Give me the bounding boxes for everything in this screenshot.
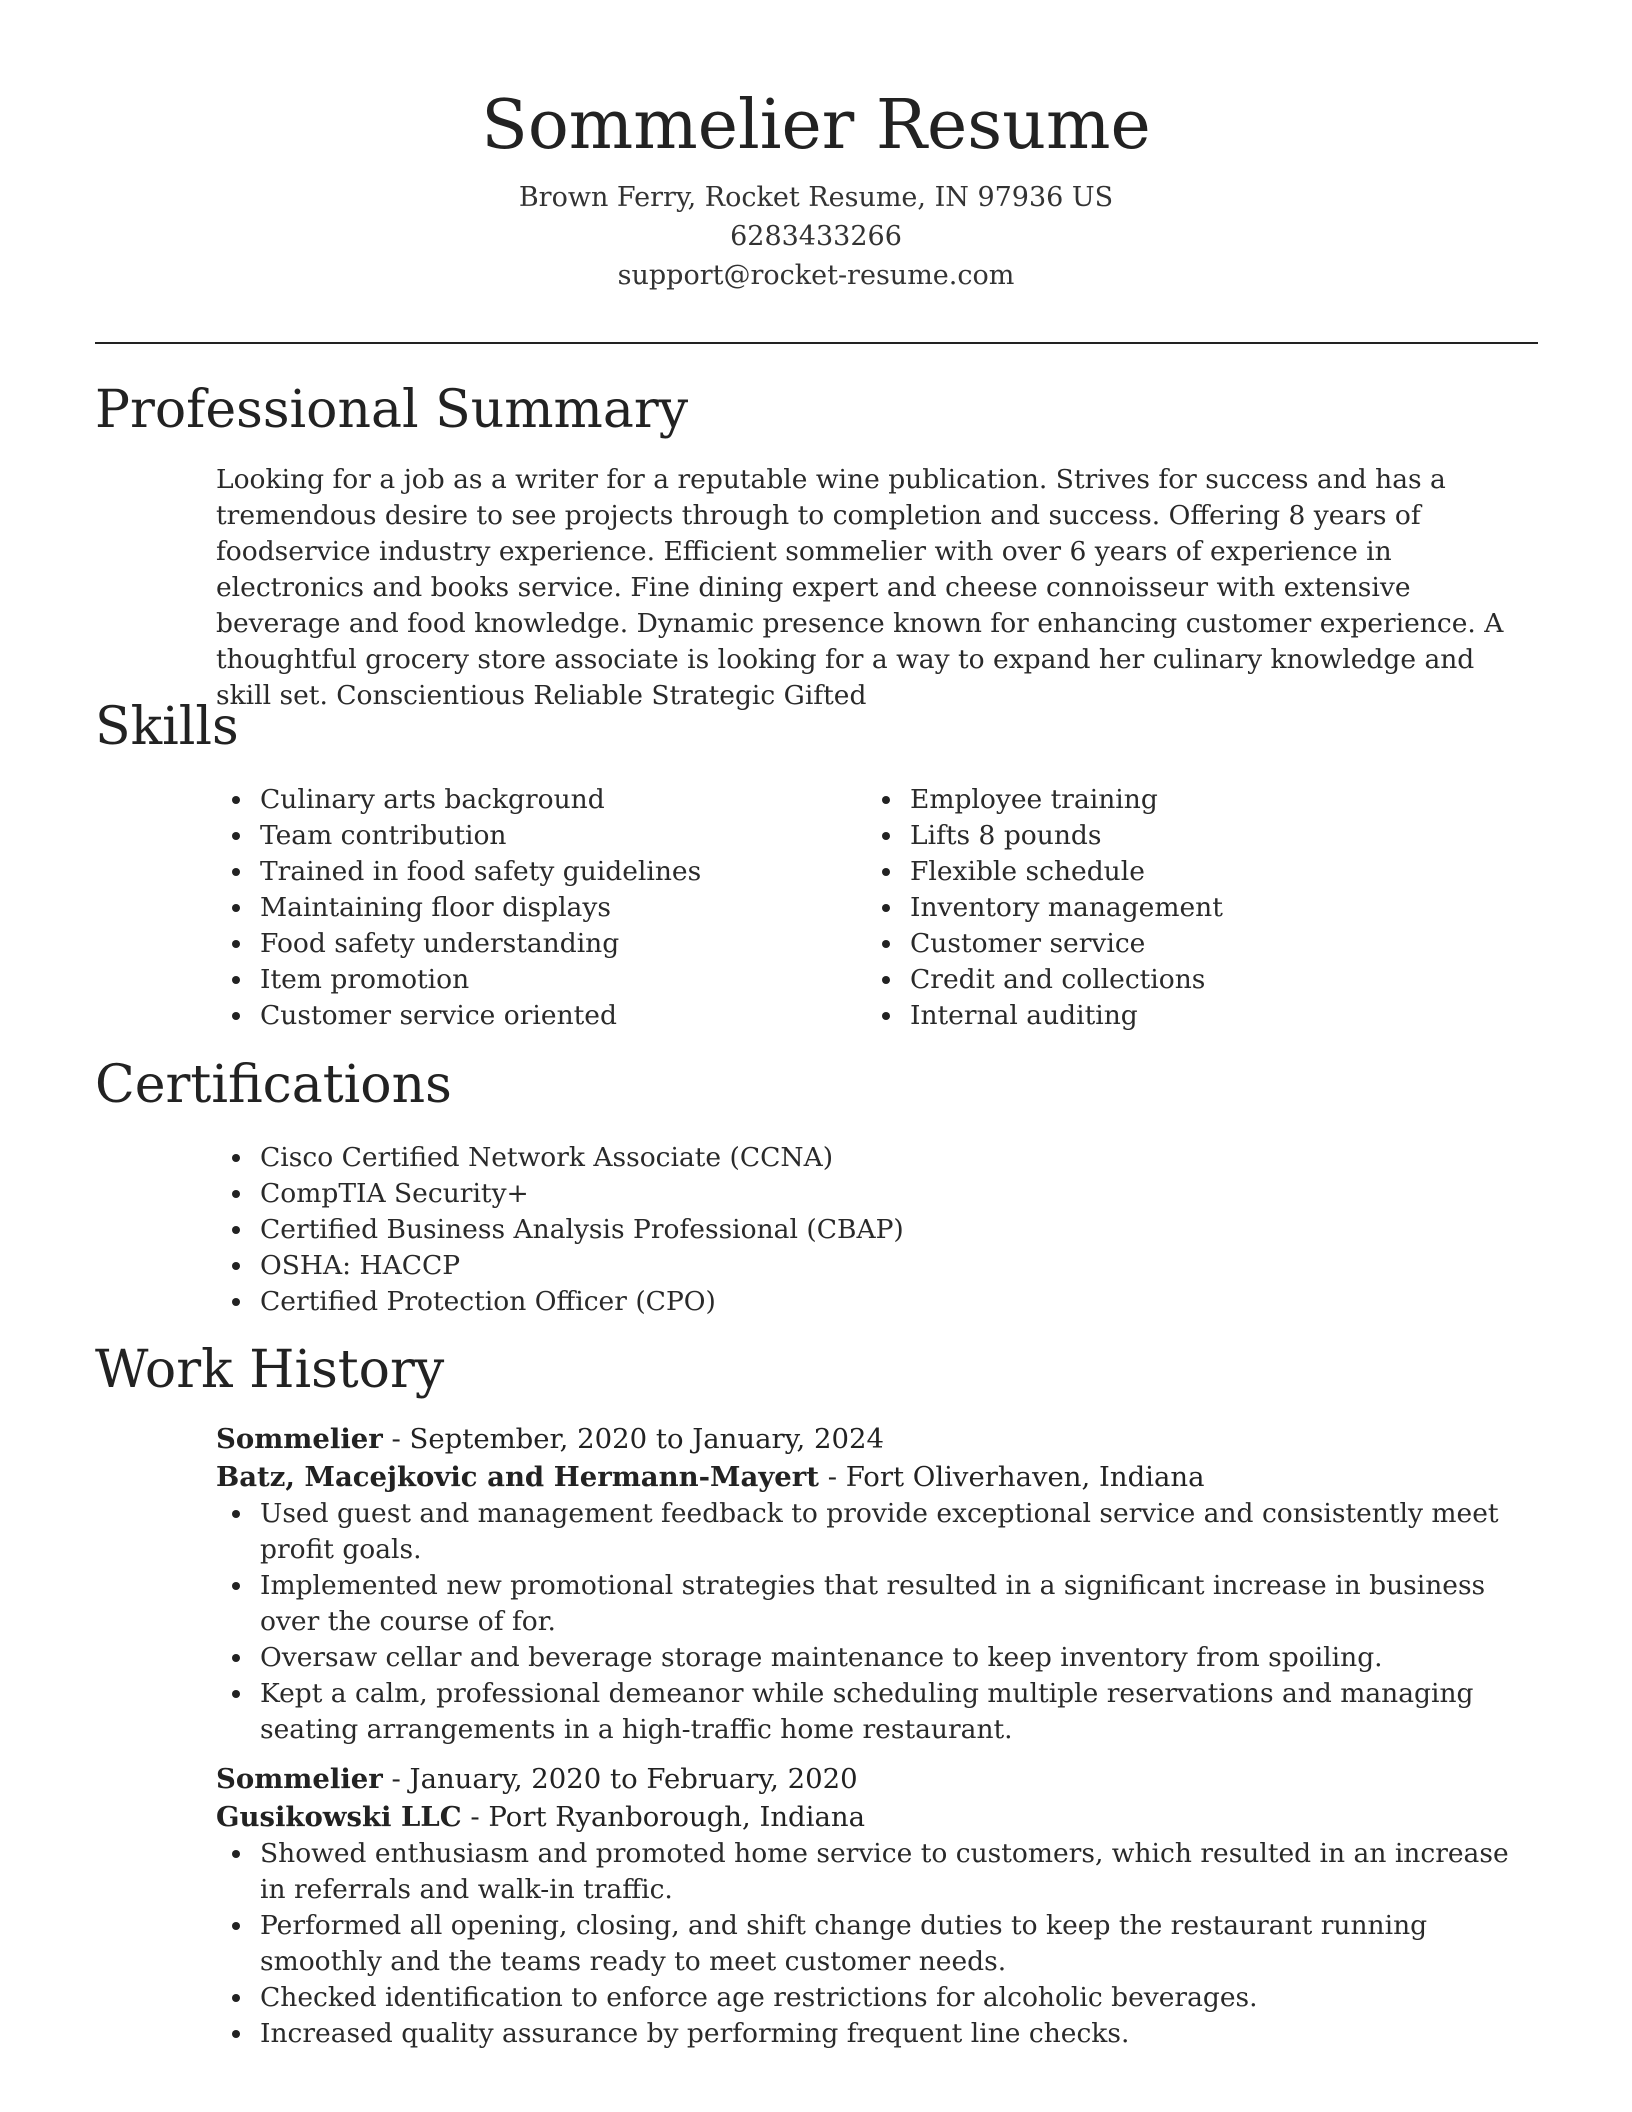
skills-list-left <box>216 782 816 1034</box>
job-location: - Port Ryanborough, Indiana <box>461 1801 865 1833</box>
job-company-line <box>216 1458 1536 1496</box>
job-duty: Increased quality assurance by performing frequent line checks. <box>260 2016 1536 2052</box>
job-entry <box>216 1420 1536 1748</box>
job-duty: Used guest and management feedback to provide exceptional service and consistently meet profit goals. <box>260 1496 1536 1568</box>
job-entry <box>216 1760 1536 2052</box>
skill-item: Internal auditing <box>910 998 1466 1034</box>
job-duty: Oversaw cellar and beverage storage maintenance to keep inventory from spoiling. <box>260 1640 1536 1676</box>
skill-item: Maintaining floor displays <box>260 890 816 926</box>
job-company: Batz, Macejkovic and Hermann-Mayert <box>216 1461 819 1493</box>
job-duties <box>216 1496 1536 1748</box>
section-title-skills: Skills <box>95 697 239 757</box>
certification-item: Certified Protection Officer (CPO) <box>260 1284 1516 1320</box>
skill-item: Flexible schedule <box>910 854 1466 890</box>
section-title-summary: Professional Summary <box>95 380 689 440</box>
resume-header <box>0 0 1632 295</box>
job-title: Sommelier <box>216 1423 383 1455</box>
job-duty: Showed enthusiasm and promoted home service to customers, which resulted in an increase in referrals and walk-in traffic. <box>260 1836 1536 1908</box>
skill-item: Customer service <box>910 926 1466 962</box>
job-location: - Fort Oliverhaven, Indiana <box>818 1461 1205 1493</box>
certification-item: OSHA: HACCP <box>260 1248 1516 1284</box>
job-title: Sommelier <box>216 1763 383 1795</box>
resume-title: Sommelier Resume <box>481 86 1151 165</box>
job-company-line <box>216 1798 1536 1836</box>
certification-item: Cisco Certified Network Associate (CCNA) <box>260 1140 1516 1176</box>
job-dates: - September, 2020 to January, 2024 <box>382 1423 884 1455</box>
skill-item: Team contribution <box>260 818 816 854</box>
header-divider <box>95 342 1538 344</box>
job-duty: Implemented new promotional strategies that resulted in a significant increase in business over the course of for. <box>260 1568 1536 1640</box>
skill-item: Trained in food safety guidelines <box>260 854 816 890</box>
section-title-certifications: Certifications <box>95 1055 452 1115</box>
job-duty: Kept a calm, professional demeanor while scheduling multiple reservations and managing seating arrangements in a high-traffic home restaurant. <box>260 1676 1536 1748</box>
address: Brown Ferry, Rocket Resume, IN 97936 US <box>518 182 1114 213</box>
certifications-list <box>216 1140 1516 1320</box>
skill-item: Item promotion <box>260 962 816 998</box>
job-duty: Checked identification to enforce age restrictions for alcoholic beverages. <box>260 1980 1536 2016</box>
phone: 6283433266 <box>730 221 902 252</box>
skill-item: Credit and collections <box>910 962 1466 998</box>
skill-item: Employee training <box>910 782 1466 818</box>
job-duties <box>216 1836 1536 2052</box>
contact-info <box>0 178 1632 295</box>
email: support@rocket-resume.com <box>617 260 1015 291</box>
job-title-line <box>216 1420 1536 1458</box>
skills-list-right <box>866 782 1466 1034</box>
skill-item: Food safety understanding <box>260 926 816 962</box>
job-duty: Performed all opening, closing, and shift change duties to keep the restaurant running smoothly and the teams ready to meet customer needs. <box>260 1908 1536 1980</box>
certification-item: CompTIA Security+ <box>260 1176 1516 1212</box>
skill-item: Lifts 8 pounds <box>910 818 1466 854</box>
skill-item: Inventory management <box>910 890 1466 926</box>
job-company: Gusikowski LLC <box>216 1801 462 1833</box>
summary-text: Looking for a job as a writer for a reputable wine publication. Strives for success and has a tremendous desire to see projects through to completion and success. Offering 8 years of foodservice industry experience. Efficient sommelier with over 6 years of experience in electronics and books service. Fine dining expert and cheese connoisseur with extensive beverage and food knowledge. Dynamic presence known for enhancing customer experience. A thoughtful grocery store associate is looking for a way to expand her culinary knowledge and skill set. Conscientious Reliable Strategic Gifted <box>216 464 1504 711</box>
skill-item: Customer service oriented <box>260 998 816 1034</box>
section-title-work-history: Work History <box>95 1340 445 1400</box>
job-title-line <box>216 1760 1536 1798</box>
job-dates: - January, 2020 to February, 2020 <box>382 1763 858 1795</box>
certification-item: Certified Business Analysis Professional (CBAP) <box>260 1212 1516 1248</box>
skill-item: Culinary arts background <box>260 782 816 818</box>
